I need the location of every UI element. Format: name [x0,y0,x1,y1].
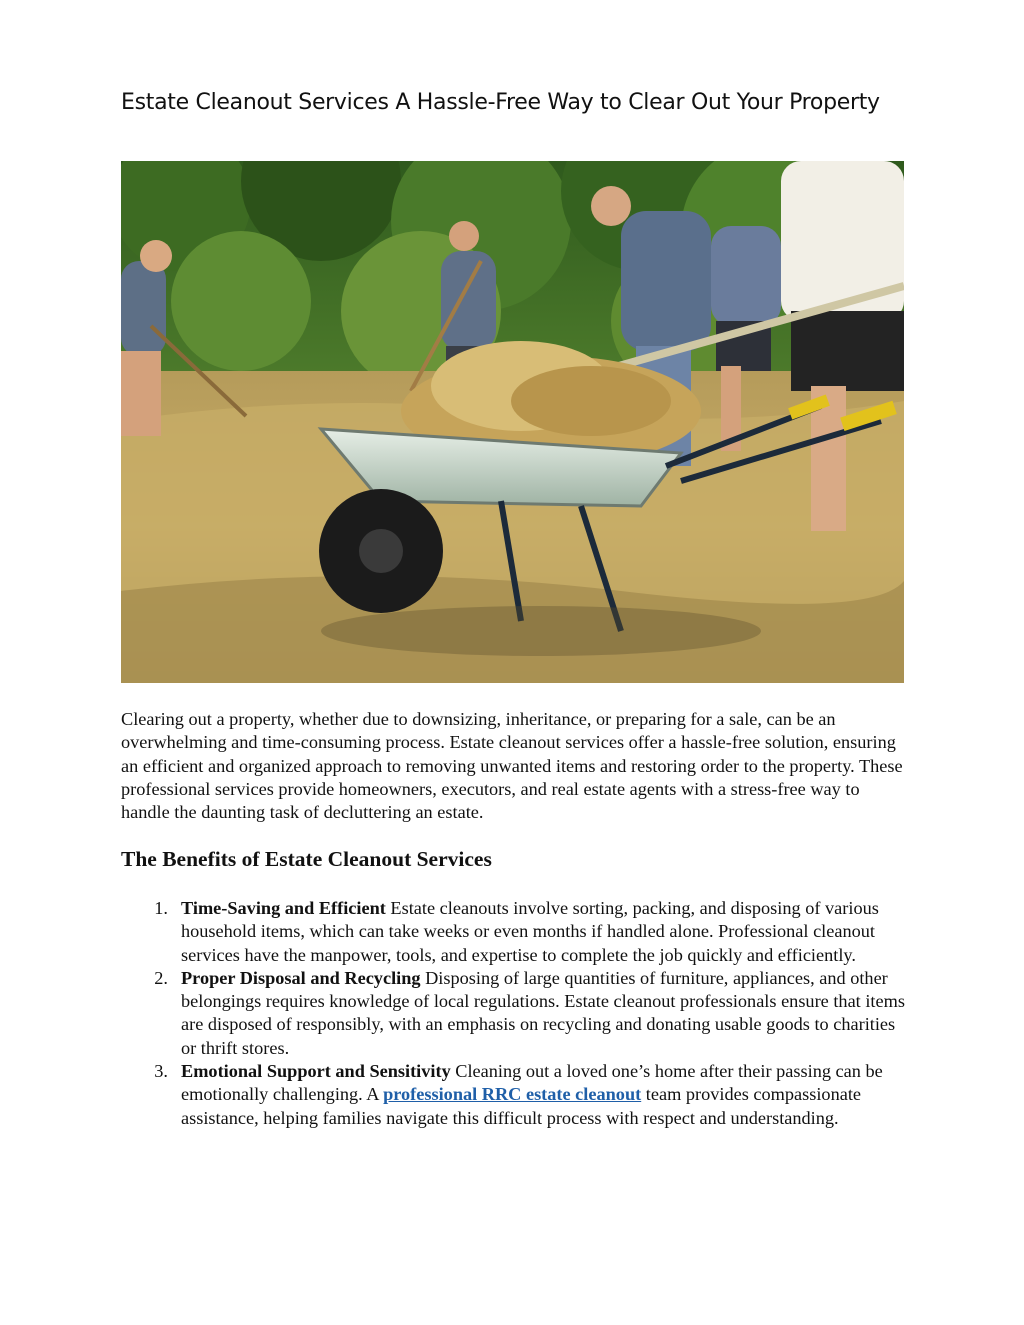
intro-paragraph: Clearing out a property, whether due to downsizing, inheritance, or preparing for a sale, can be an overwhelming and time-consuming process. Estate cleanout services offer a hassle-free solution, ensuring an efficient and organized approach to removing unwanted items and restoring order to the property. These professional services provide homeowners, executors, and real estate agents with a stress-free way to handle the daunting task of decluttering an estate. [121,709,903,823]
list-item [140,967,908,1060]
benefit-title: Emotional Support and Sensitivity [181,1061,451,1082]
list-item [140,1060,908,1130]
rrc-estate-cleanout-link[interactable]: professional RRC estate cleanout [383,1084,642,1105]
page-title: Estate Cleanout Services A Hassle-Free Way to Clear Out Your Property [121,90,880,115]
list-number: 2. [154,967,168,988]
benefit-text: Disposing of large quantities of furniture, appliances, and other belongings requires knowledge of local regulations. Estate cleanout professionals ensure that items are disposed of responsibly, with an emphasis on recycling and donating usable goods to charities or thrift stores. [181,967,905,1058]
list-number: 3. [154,1061,168,1082]
list-item [140,897,908,967]
benefit-title: Proper Disposal and Recycling [181,967,421,988]
benefit-title: Time-Saving and Efficient [181,898,386,918]
benefit-text: Estate cleanouts involve sorting, packing, and disposing of various household items, which can take weeks or even months if handled alone. Professional cleanout services have the manpower, tools, and expertise to complete the job quickly and efficiently. [181,898,879,965]
list-number: 1. [154,898,168,918]
benefit-text: Cleaning out a loved one’s home after their passing can be emotionally challenging. A [181,1061,883,1105]
hero-photo [121,161,904,683]
benefits-list [140,897,908,1130]
benefit-text: team provides compassionate assistance, helping families navigate this difficult process with respect and understanding. [181,1084,862,1128]
section-heading: The Benefits of Estate Cleanout Services [121,847,492,871]
